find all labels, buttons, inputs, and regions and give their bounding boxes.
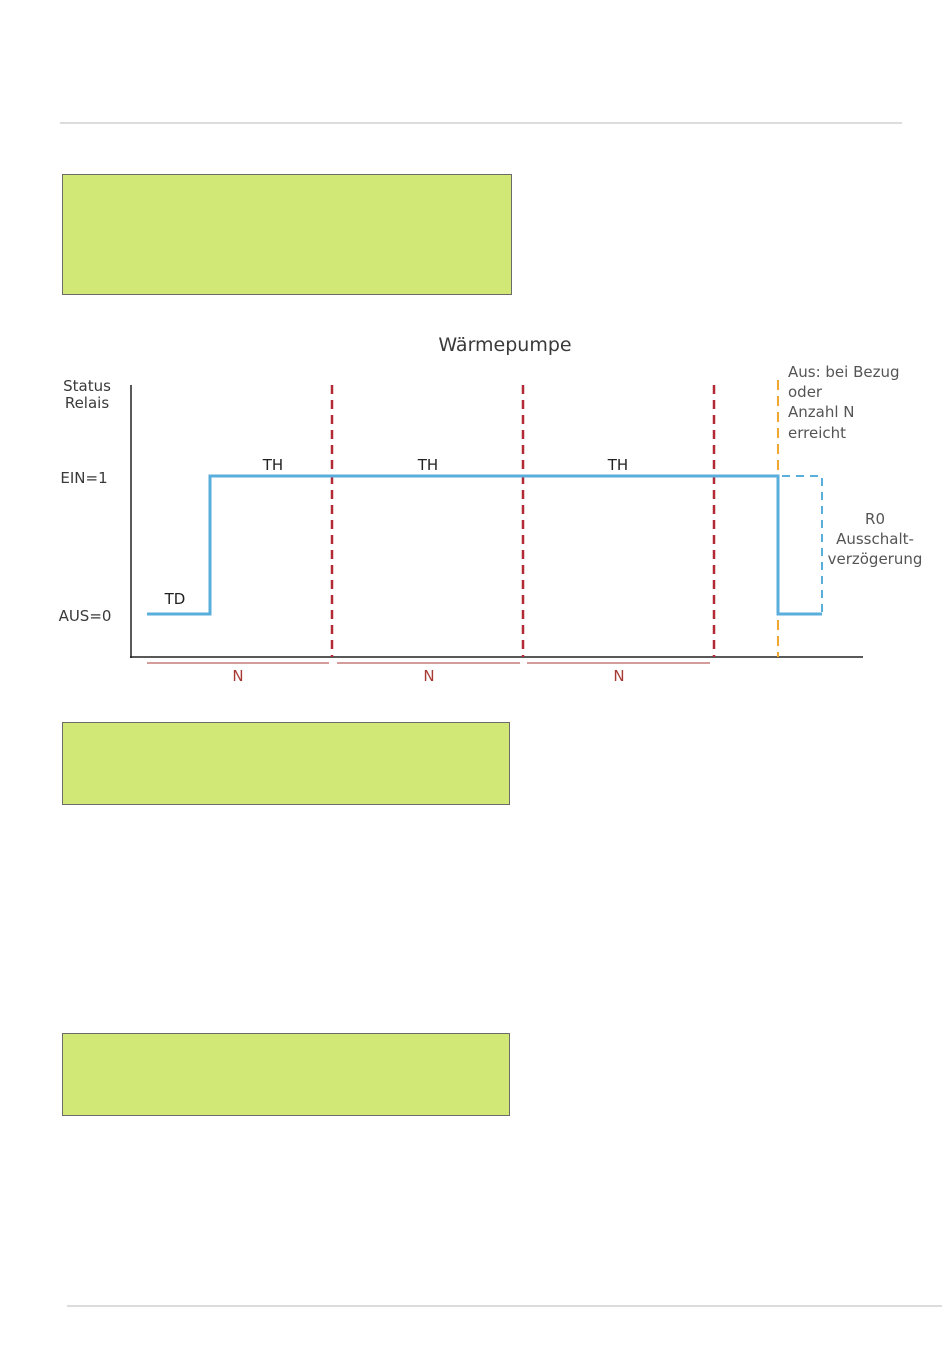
r0-label-line-2: Ausschalt- (836, 530, 914, 548)
off-note-line-1: Aus: bei Bezug (788, 363, 900, 381)
segment-td-label: TD (164, 590, 186, 608)
y-axis-label-relais: Relais (64, 394, 110, 412)
y-axis-label-status: Status (63, 377, 111, 395)
r0-delay-bracket (782, 476, 822, 614)
level-off-label: AUS=0 (58, 607, 112, 625)
segment-th-label-1: TH (262, 456, 284, 474)
bottom-divider (67, 1305, 942, 1307)
heat-pump-relay-diagram (0, 325, 950, 695)
relay-signal-line (147, 476, 822, 614)
off-note-line-2: oder (788, 383, 823, 401)
r0-label-line-3: verzögerung (827, 550, 923, 568)
diagram-title: Wärmepumpe (438, 334, 572, 356)
off-note-line-4: erreicht (788, 424, 847, 442)
highlight-box-middle (62, 722, 510, 805)
r0-label-line-1: R0 (865, 510, 885, 528)
interval-n-label-1: N (232, 667, 244, 685)
top-divider (60, 122, 902, 124)
segment-th-label-3: TH (607, 456, 629, 474)
highlight-box-bottom (62, 1033, 510, 1116)
off-note-line-3: Anzahl N (788, 403, 855, 421)
segment-th-label-2: TH (417, 456, 439, 474)
interval-n-label-3: N (613, 667, 625, 685)
highlight-box-top (62, 174, 512, 295)
interval-n-label-2: N (423, 667, 435, 685)
level-on-label: EIN=1 (60, 469, 108, 487)
